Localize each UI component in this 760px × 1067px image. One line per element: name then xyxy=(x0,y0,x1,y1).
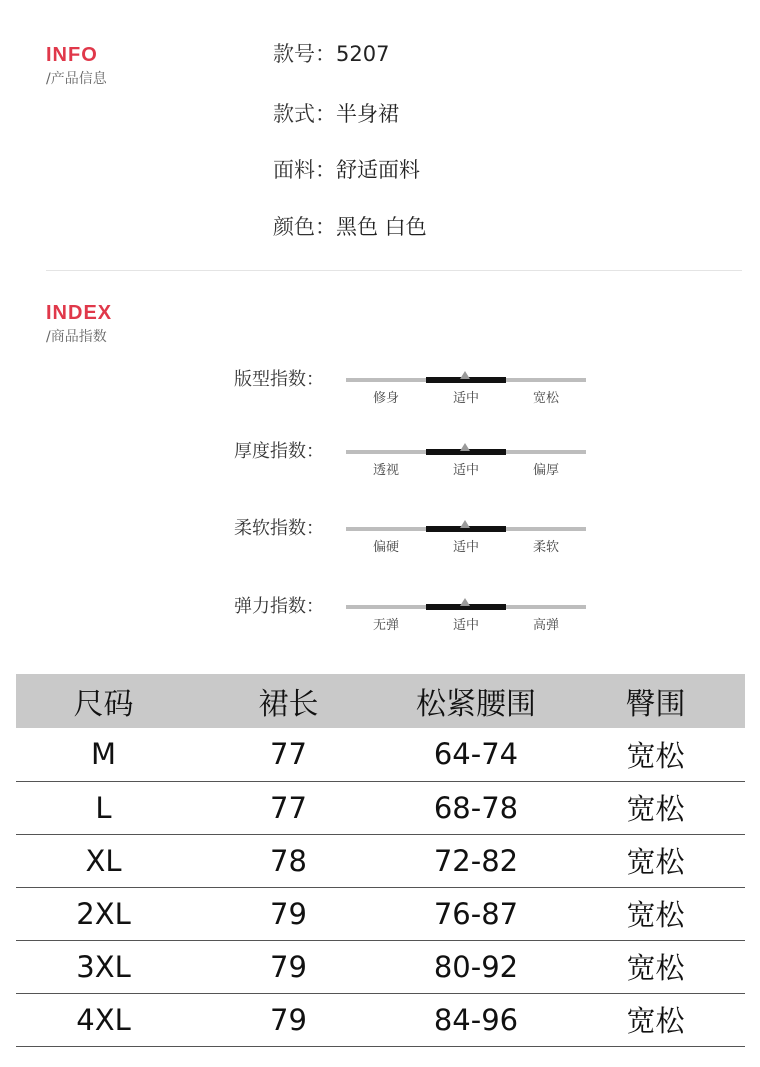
info-title-cn: /产品信息 xyxy=(46,71,107,87)
cell-length: 79 xyxy=(191,940,386,993)
table-row xyxy=(16,728,745,781)
index-option: 宽松 xyxy=(532,391,559,406)
cell-hip: 宽松 xyxy=(566,728,745,781)
index-label: 弹力指数： xyxy=(234,596,324,617)
cell-size: 2XL xyxy=(16,887,191,940)
size-table xyxy=(16,674,745,1047)
index-option: 偏厚 xyxy=(532,463,559,478)
info-key: 颜色： xyxy=(273,215,336,239)
index-option: 适中 xyxy=(452,540,479,555)
cell-length: 79 xyxy=(191,887,386,940)
header-size: 尺码 xyxy=(16,674,191,728)
cell-hip: 宽松 xyxy=(566,993,745,1046)
index-title-cn: /商品指数 xyxy=(46,329,107,345)
index-section-heading xyxy=(46,302,112,346)
index-option: 适中 xyxy=(452,618,479,633)
index-row-elasticity xyxy=(0,596,760,656)
index-title-en: INDEX xyxy=(46,302,113,324)
table-row xyxy=(16,834,745,887)
info-row-fabric xyxy=(273,156,420,184)
cell-size: L xyxy=(16,781,191,834)
table-row xyxy=(16,887,745,940)
cell-hip: 宽松 xyxy=(566,940,745,993)
header-hip: 臀围 xyxy=(566,674,745,728)
cell-size: 3XL xyxy=(16,940,191,993)
table-row xyxy=(16,940,745,993)
table-row xyxy=(16,993,745,1046)
index-row-softness xyxy=(0,518,760,578)
index-marker-icon xyxy=(460,520,470,528)
cell-length: 78 xyxy=(191,834,386,887)
index-option: 修身 xyxy=(372,391,399,406)
cell-size: XL xyxy=(16,834,191,887)
index-label: 柔软指数： xyxy=(234,518,324,539)
info-value: 舒适面料 xyxy=(336,158,420,182)
cell-hip: 宽松 xyxy=(566,781,745,834)
cell-length: 77 xyxy=(191,781,386,834)
index-row-thickness xyxy=(0,441,760,501)
info-key: 面料： xyxy=(273,158,336,182)
index-scale-track xyxy=(346,605,586,609)
info-value: 5207 xyxy=(336,42,390,66)
info-value: 黑色 白色 xyxy=(336,215,427,239)
cell-waist: 72-82 xyxy=(386,834,566,887)
header-skirt-length: 裙长 xyxy=(191,674,386,728)
size-table-header-row xyxy=(16,674,745,728)
cell-waist: 76-87 xyxy=(386,887,566,940)
index-label: 厚度指数： xyxy=(234,441,324,462)
info-row-color xyxy=(273,213,427,241)
info-row-style xyxy=(273,100,399,128)
index-option: 高弹 xyxy=(532,618,559,633)
index-marker-icon xyxy=(460,598,470,606)
info-value: 半身裙 xyxy=(336,102,399,126)
index-scale-track xyxy=(346,450,586,454)
table-row xyxy=(16,781,745,834)
cell-size: M xyxy=(16,728,191,781)
section-divider xyxy=(46,270,742,271)
info-title-en: INFO xyxy=(46,44,98,66)
cell-waist: 68-78 xyxy=(386,781,566,834)
info-row-style-number xyxy=(273,40,389,68)
index-option: 透视 xyxy=(372,463,399,478)
index-scale-track xyxy=(346,527,586,531)
index-option: 无弹 xyxy=(372,618,399,633)
cell-size: 4XL xyxy=(16,993,191,1046)
header-waist: 松紧腰围 xyxy=(386,674,566,728)
info-key: 款号： xyxy=(273,42,336,66)
index-marker-icon xyxy=(460,443,470,451)
cell-waist: 64-74 xyxy=(386,728,566,781)
index-label: 版型指数： xyxy=(234,369,324,390)
info-section-heading xyxy=(46,44,107,88)
cell-waist: 80-92 xyxy=(386,940,566,993)
index-scale-track xyxy=(346,378,586,382)
index-option: 适中 xyxy=(452,391,479,406)
cell-length: 79 xyxy=(191,993,386,1046)
info-key: 款式： xyxy=(273,102,336,126)
index-option: 柔软 xyxy=(532,540,559,555)
index-option: 偏硬 xyxy=(372,540,399,555)
index-option: 适中 xyxy=(452,463,479,478)
cell-hip: 宽松 xyxy=(566,834,745,887)
cell-length: 77 xyxy=(191,728,386,781)
cell-waist: 84-96 xyxy=(386,993,566,1046)
index-marker-icon xyxy=(460,371,470,379)
index-row-fit xyxy=(0,369,760,429)
cell-hip: 宽松 xyxy=(566,887,745,940)
